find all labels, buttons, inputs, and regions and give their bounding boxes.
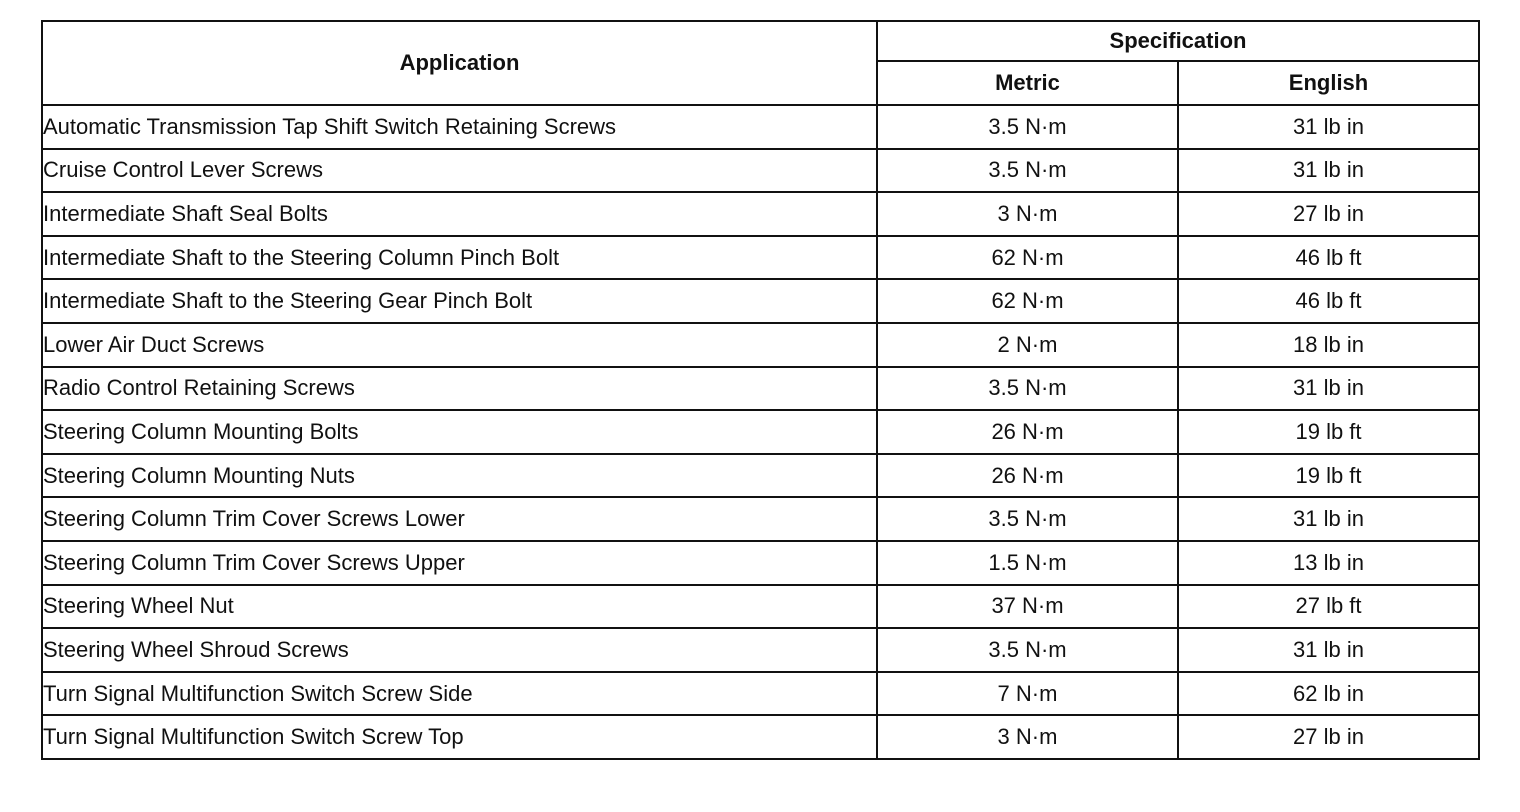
application-cell: Turn Signal Multifunction Switch Screw Top	[42, 715, 877, 759]
application-cell: Cruise Control Lever Screws	[42, 149, 877, 193]
english-value-cell: 27 lb ft	[1178, 585, 1479, 629]
application-cell: Intermediate Shaft to the Steering Column Pinch Bolt	[42, 236, 877, 280]
table-row	[42, 367, 1479, 411]
english-value-cell: 19 lb ft	[1178, 454, 1479, 498]
metric-value-cell: 26 N·m	[877, 410, 1178, 454]
header-row-top	[42, 21, 1479, 61]
metric-value-cell: 1.5 N·m	[877, 541, 1178, 585]
table-row	[42, 585, 1479, 629]
application-cell: Radio Control Retaining Screws	[42, 367, 877, 411]
english-value-cell: 46 lb ft	[1178, 279, 1479, 323]
english-value-cell: 27 lb in	[1178, 715, 1479, 759]
application-cell: Steering Wheel Shroud Screws	[42, 628, 877, 672]
specification-column-header: Specification	[877, 21, 1479, 61]
table-row	[42, 454, 1479, 498]
application-cell: Intermediate Shaft Seal Bolts	[42, 192, 877, 236]
metric-value-cell: 7 N·m	[877, 672, 1178, 716]
english-value-cell: 62 lb in	[1178, 672, 1479, 716]
metric-column-header: Metric	[877, 61, 1178, 105]
metric-value-cell: 62 N·m	[877, 279, 1178, 323]
english-value-cell: 27 lb in	[1178, 192, 1479, 236]
application-cell: Steering Column Mounting Bolts	[42, 410, 877, 454]
metric-value-cell: 3.5 N·m	[877, 497, 1178, 541]
english-value-cell: 31 lb in	[1178, 497, 1479, 541]
english-value-cell: 13 lb in	[1178, 541, 1479, 585]
application-cell: Automatic Transmission Tap Shift Switch Retaining Screws	[42, 105, 877, 149]
english-value-cell: 31 lb in	[1178, 628, 1479, 672]
table-row	[42, 541, 1479, 585]
application-cell: Steering Column Trim Cover Screws Lower	[42, 497, 877, 541]
metric-value-cell: 3 N·m	[877, 192, 1178, 236]
table-row	[42, 236, 1479, 280]
english-value-cell: 31 lb in	[1178, 149, 1479, 193]
metric-value-cell: 2 N·m	[877, 323, 1178, 367]
application-column-header: Application	[42, 21, 877, 105]
application-cell: Steering Column Mounting Nuts	[42, 454, 877, 498]
metric-value-cell: 3.5 N·m	[877, 367, 1178, 411]
table-row	[42, 410, 1479, 454]
metric-value-cell: 3.5 N·m	[877, 149, 1178, 193]
table-row	[42, 105, 1479, 149]
fastener-spec-table	[41, 20, 1480, 760]
metric-value-cell: 3.5 N·m	[877, 628, 1178, 672]
application-cell: Intermediate Shaft to the Steering Gear Pinch Bolt	[42, 279, 877, 323]
table-row	[42, 192, 1479, 236]
metric-value-cell: 26 N·m	[877, 454, 1178, 498]
metric-value-cell: 3.5 N·m	[877, 105, 1178, 149]
table-row	[42, 497, 1479, 541]
application-cell: Lower Air Duct Screws	[42, 323, 877, 367]
metric-value-cell: 62 N·m	[877, 236, 1178, 280]
english-value-cell: 19 lb ft	[1178, 410, 1479, 454]
english-column-header: English	[1178, 61, 1479, 105]
metric-value-cell: 37 N·m	[877, 585, 1178, 629]
english-value-cell: 31 lb in	[1178, 367, 1479, 411]
english-value-cell: 18 lb in	[1178, 323, 1479, 367]
english-value-cell: 31 lb in	[1178, 105, 1479, 149]
table-row	[42, 149, 1479, 193]
application-cell: Steering Column Trim Cover Screws Upper	[42, 541, 877, 585]
table-row	[42, 279, 1479, 323]
application-cell: Turn Signal Multifunction Switch Screw Side	[42, 672, 877, 716]
application-cell: Steering Wheel Nut	[42, 585, 877, 629]
table-row	[42, 628, 1479, 672]
english-value-cell: 46 lb ft	[1178, 236, 1479, 280]
table-body	[42, 105, 1479, 759]
table-row	[42, 672, 1479, 716]
table-row	[42, 715, 1479, 759]
table-row	[42, 323, 1479, 367]
metric-value-cell: 3 N·m	[877, 715, 1178, 759]
